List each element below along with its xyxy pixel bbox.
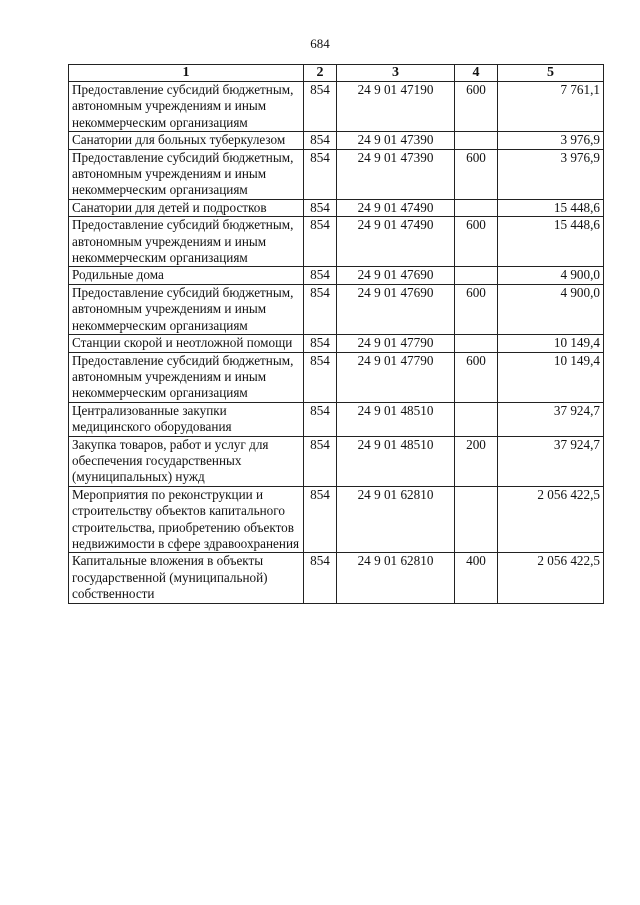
row-name: Санатории для детей и подростков xyxy=(69,199,304,216)
header-col-4: 4 xyxy=(455,65,498,82)
table-row xyxy=(69,402,604,436)
row-department-code: 854 xyxy=(304,82,337,132)
row-expense-type: 600 xyxy=(455,352,498,402)
row-department-code: 854 xyxy=(304,267,337,284)
table-row xyxy=(69,132,604,149)
row-amount: 7 761,1 xyxy=(498,82,604,132)
row-department-code: 854 xyxy=(304,352,337,402)
header-col-2: 2 xyxy=(304,65,337,82)
table-row xyxy=(69,199,604,216)
row-amount: 3 976,9 xyxy=(498,132,604,149)
row-target-article: 24 9 01 47790 xyxy=(337,335,455,352)
row-name: Предоставление субсидий бюджетным, автономным учреждениям и иным некоммерческим организациям xyxy=(69,82,304,132)
row-expense-type: 200 xyxy=(455,436,498,486)
row-expense-type: 600 xyxy=(455,82,498,132)
header-col-5: 5 xyxy=(498,65,604,82)
table-row xyxy=(69,436,604,486)
row-expense-type: 600 xyxy=(455,284,498,334)
row-target-article: 24 9 01 62810 xyxy=(337,486,455,553)
row-target-article: 24 9 01 47190 xyxy=(337,82,455,132)
row-amount: 15 448,6 xyxy=(498,217,604,267)
page-number: 684 xyxy=(310,36,330,51)
row-amount: 15 448,6 xyxy=(498,199,604,216)
table-row xyxy=(69,82,604,132)
row-expense-type: 600 xyxy=(455,217,498,267)
row-amount: 4 900,0 xyxy=(498,267,604,284)
row-target-article: 24 9 01 47790 xyxy=(337,352,455,402)
row-target-article: 24 9 01 47690 xyxy=(337,267,455,284)
row-target-article: 24 9 01 47490 xyxy=(337,217,455,267)
table-row xyxy=(69,553,604,603)
row-amount: 37 924,7 xyxy=(498,402,604,436)
header-col-1: 1 xyxy=(69,65,304,82)
row-expense-type: 600 xyxy=(455,149,498,199)
row-name: Родильные дома xyxy=(69,267,304,284)
row-amount: 10 149,4 xyxy=(498,352,604,402)
table-row xyxy=(69,284,604,334)
row-target-article: 24 9 01 48510 xyxy=(337,402,455,436)
row-name: Закупка товаров, работ и услуг для обеспечения государственных (муниципальных) нужд xyxy=(69,436,304,486)
row-expense-type: 400 xyxy=(455,553,498,603)
row-name: Капитальные вложения в объекты государственной (муниципальной) собственности xyxy=(69,553,304,603)
table-body xyxy=(69,82,604,604)
row-name: Предоставление субсидий бюджетным, автономным учреждениям и иным некоммерческим организациям xyxy=(69,149,304,199)
row-target-article: 24 9 01 62810 xyxy=(337,553,455,603)
table-header-row xyxy=(69,65,604,82)
row-amount: 4 900,0 xyxy=(498,284,604,334)
row-amount: 3 976,9 xyxy=(498,149,604,199)
row-department-code: 854 xyxy=(304,149,337,199)
row-amount: 37 924,7 xyxy=(498,436,604,486)
table-row xyxy=(69,335,604,352)
row-target-article: 24 9 01 48510 xyxy=(337,436,455,486)
row-expense-type xyxy=(455,267,498,284)
budget-table xyxy=(68,64,604,604)
row-department-code: 854 xyxy=(304,132,337,149)
table-row xyxy=(69,267,604,284)
row-department-code: 854 xyxy=(304,553,337,603)
row-expense-type xyxy=(455,402,498,436)
row-name: Предоставление субсидий бюджетным, автономным учреждениям и иным некоммерческим организациям xyxy=(69,284,304,334)
table-row xyxy=(69,217,604,267)
row-department-code: 854 xyxy=(304,217,337,267)
row-name: Предоставление субсидий бюджетным, автономным учреждениям и иным некоммерческим организациям xyxy=(69,217,304,267)
row-expense-type xyxy=(455,486,498,553)
row-amount: 2 056 422,5 xyxy=(498,553,604,603)
table-row xyxy=(69,352,604,402)
row-target-article: 24 9 01 47390 xyxy=(337,132,455,149)
row-department-code: 854 xyxy=(304,402,337,436)
header-col-3: 3 xyxy=(337,65,455,82)
row-name: Централизованные закупки медицинского оборудования xyxy=(69,402,304,436)
row-name: Предоставление субсидий бюджетным, автономным учреждениям и иным некоммерческим организациям xyxy=(69,352,304,402)
table-row xyxy=(69,149,604,199)
row-amount: 2 056 422,5 xyxy=(498,486,604,553)
row-target-article: 24 9 01 47490 xyxy=(337,199,455,216)
table-row xyxy=(69,486,604,553)
row-expense-type xyxy=(455,199,498,216)
row-department-code: 854 xyxy=(304,436,337,486)
row-target-article: 24 9 01 47390 xyxy=(337,149,455,199)
row-amount: 10 149,4 xyxy=(498,335,604,352)
row-name: Станции скорой и неотложной помощи xyxy=(69,335,304,352)
row-department-code: 854 xyxy=(304,199,337,216)
row-department-code: 854 xyxy=(304,335,337,352)
row-department-code: 854 xyxy=(304,486,337,553)
row-department-code: 854 xyxy=(304,284,337,334)
row-expense-type xyxy=(455,132,498,149)
row-target-article: 24 9 01 47690 xyxy=(337,284,455,334)
row-name: Санатории для больных туберкулезом xyxy=(69,132,304,149)
row-name: Мероприятия по реконструкции и строительству объектов капитального строительства, приобретению объектов недвижимости в сфере здравоохранения xyxy=(69,486,304,553)
row-expense-type xyxy=(455,335,498,352)
